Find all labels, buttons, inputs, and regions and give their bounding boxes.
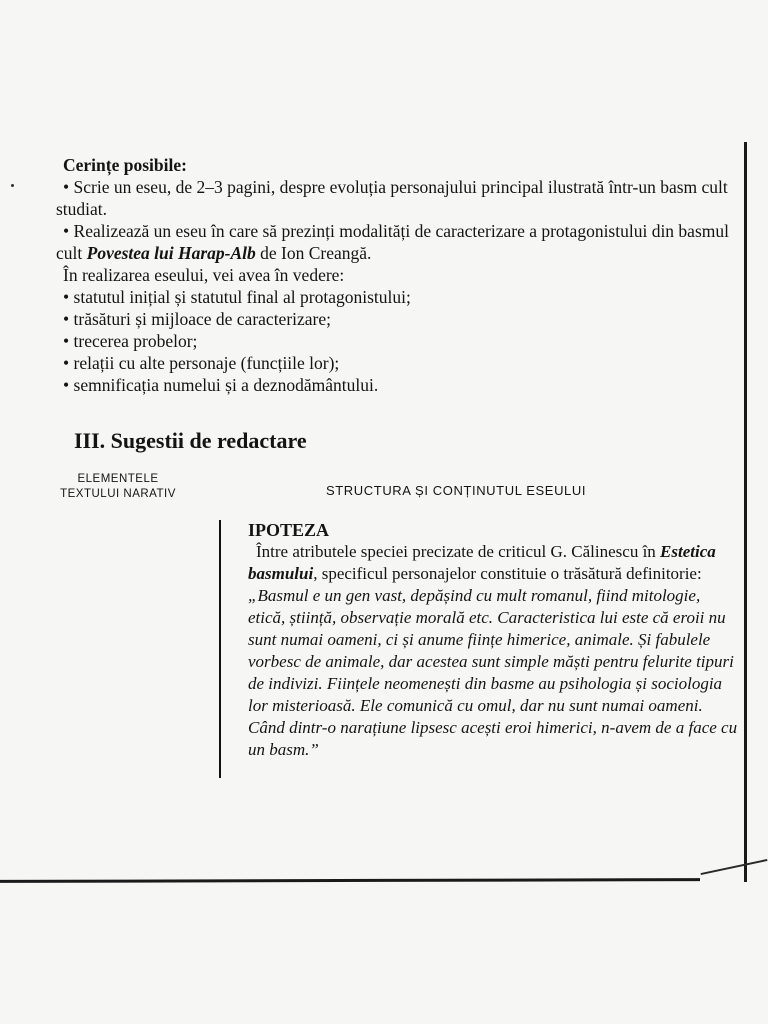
requirements-intro: În realizarea eseului, vei avea în vedere:: [63, 265, 345, 285]
list-item: • semnificația numelui și a deznodământului.: [63, 374, 740, 396]
list-item: • trăsături și mijloace de caracterizare;: [63, 308, 740, 330]
page-right-edge: [744, 142, 747, 882]
requirements-heading: Cerințe posibile:: [63, 155, 187, 175]
list-item: • trecerea probelor;: [63, 330, 740, 352]
list-item: • statutul inițial și statutul final al protagonistului;: [63, 286, 740, 308]
column-divider: [219, 520, 221, 778]
requirement-bullet-1-text: Scrie un eseu, de 2–3 pagini, despre evoluția personajului principal ilustrată într-un basm cult studiat.: [56, 177, 728, 219]
left-column-header: [48, 472, 188, 502]
ipoteza-title: IPOTEZA: [248, 520, 330, 540]
requirement-bullet-1: [56, 176, 740, 220]
requirements-list: [56, 286, 740, 396]
requirement-bullet-2-title: Povestea lui Harap-Alb: [86, 243, 256, 263]
ipoteza-text-b: , specificul personajelor constituie o trăsătură definitorie:: [313, 564, 702, 583]
scan-speck: [11, 184, 14, 187]
ipoteza-paragraph: [248, 541, 738, 761]
requirement-bullet-2-text-a: Realizează un eseu în care să prezinți modalități de caracterizare a protagonistului din basmul cult: [56, 221, 729, 263]
ipoteza-quote: „Basmul e un gen vast, depășind cu mult romanul, fiind mitologie, etică, știință, observație morală etc. Caracteristica lui este că eroii nu sunt numai oameni, ci și anume ființe himerice, animale. Și fabulele vorbesc de animale, dar acestea sunt simple măști pentru felurite tipuri de indivizi. Ființele neomenești din basme au psihologia și sociologia lor misterioasă. Ele comunică cu omul, dar nu sunt numai oameni. Când dintr-o narațiune lipsesc acești eroi himerici, n-avem de a face cu un basm.”: [248, 586, 738, 759]
ipoteza-book-title: Estetica basmului: [248, 542, 716, 583]
requirement-bullet-2-text-b: de Ion Creangă.: [255, 243, 372, 263]
left-column-header-line-1: ELEMENTELE: [77, 473, 159, 485]
list-item: • relații cu alte personaje (funcțiile lor);: [63, 352, 740, 374]
section-title: III. Sugestii de redactare: [74, 428, 307, 453]
right-column-header: STRUCTURA ȘI CONȚINUTUL ESEULUI: [326, 483, 587, 498]
requirement-bullet-2: [56, 220, 740, 264]
ipoteza-block: [248, 519, 738, 761]
ipoteza-text-a: Între atributele speciei precizate de criticul G. Călinescu în: [256, 542, 661, 561]
page-bottom-edge: [0, 878, 700, 883]
requirements-block: [56, 154, 740, 396]
left-column-header-line-2: TEXTULUI NARATIV: [60, 488, 176, 500]
page-bottom-curl: [701, 859, 768, 875]
